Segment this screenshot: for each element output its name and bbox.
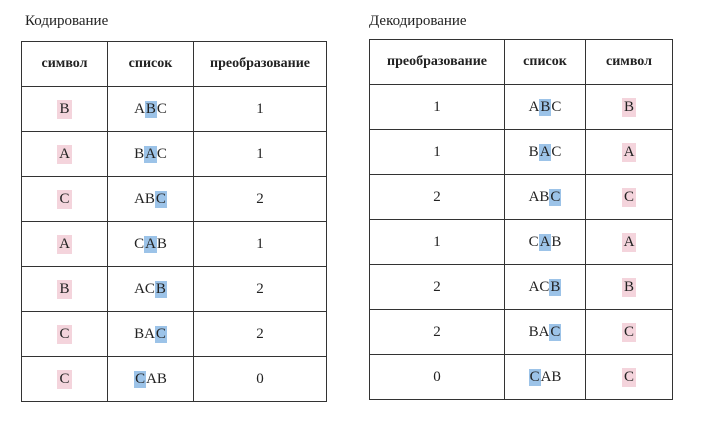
list-letter-highlighted: A bbox=[539, 233, 551, 250]
symbol-cell bbox=[586, 220, 673, 265]
list-letter-highlighted: B bbox=[550, 278, 561, 295]
symbol-value: A bbox=[623, 143, 635, 160]
list-letter: A bbox=[538, 323, 550, 340]
symbol-value: B bbox=[623, 278, 634, 295]
symbol-value: C bbox=[59, 325, 70, 342]
list-letter-highlighted: C bbox=[550, 323, 561, 340]
symbol-cell bbox=[22, 132, 108, 177]
list-cell bbox=[108, 222, 194, 267]
decoding-table bbox=[369, 39, 673, 400]
symbol-value: B bbox=[623, 98, 634, 115]
transform-cell: 2 bbox=[194, 312, 327, 357]
list-letter-highlighted: A bbox=[539, 143, 551, 160]
transform-cell: 1 bbox=[370, 85, 505, 130]
table-row bbox=[22, 132, 327, 177]
table-row bbox=[22, 267, 327, 312]
symbol-value: C bbox=[623, 323, 634, 340]
transform-cell: 0 bbox=[370, 355, 505, 400]
symbol-cell bbox=[586, 175, 673, 220]
list-cell bbox=[505, 310, 586, 355]
list-cell bbox=[505, 175, 586, 220]
list-cell bbox=[505, 85, 586, 130]
table-row bbox=[370, 130, 673, 175]
list-letter: C bbox=[156, 145, 167, 162]
list-letter: B bbox=[539, 188, 550, 205]
list-cell bbox=[108, 357, 194, 402]
list-letter-highlighted: C bbox=[155, 190, 166, 207]
list-letter: A bbox=[134, 100, 145, 117]
list-letter: B bbox=[144, 190, 155, 207]
list-letter: A bbox=[134, 190, 145, 207]
table-row bbox=[370, 85, 673, 130]
symbol-cell bbox=[22, 312, 108, 357]
encoding-header-symbol: символ bbox=[22, 42, 108, 87]
symbol-value: B bbox=[59, 280, 70, 297]
symbol-cell bbox=[22, 222, 108, 267]
list-letter: B bbox=[134, 325, 145, 342]
decoding-header-row bbox=[370, 40, 673, 85]
symbol-cell bbox=[22, 267, 108, 312]
decoding-header-list: список bbox=[505, 40, 586, 85]
transform-cell: 2 bbox=[370, 310, 505, 355]
encoding-table-body bbox=[22, 87, 327, 402]
list-letter: C bbox=[539, 278, 550, 295]
table-row bbox=[370, 310, 673, 355]
symbol-value: A bbox=[59, 235, 70, 252]
encoding-title: Кодирование bbox=[25, 13, 109, 29]
symbol-value: C bbox=[623, 188, 634, 205]
table-row bbox=[22, 222, 327, 267]
symbol-cell bbox=[22, 87, 108, 132]
encoding-header-list: список bbox=[108, 42, 194, 87]
table-row bbox=[370, 175, 673, 220]
list-letter: A bbox=[528, 278, 540, 295]
symbol-cell bbox=[22, 177, 108, 222]
list-letter: C bbox=[551, 143, 562, 160]
symbol-cell bbox=[586, 130, 673, 175]
list-cell bbox=[108, 177, 194, 222]
transform-cell: 2 bbox=[370, 175, 505, 220]
list-letter: C bbox=[144, 280, 155, 297]
table-row bbox=[370, 220, 673, 265]
decoding-title: Декодирование bbox=[369, 13, 467, 29]
symbol-value: C bbox=[59, 370, 70, 387]
encoding-header-transform: преобразование bbox=[194, 42, 327, 87]
list-letter-highlighted: B bbox=[145, 100, 156, 117]
transform-cell: 2 bbox=[370, 265, 505, 310]
list-letter: B bbox=[528, 323, 539, 340]
symbol-cell bbox=[586, 355, 673, 400]
table-row bbox=[22, 177, 327, 222]
transform-cell: 2 bbox=[194, 267, 327, 312]
decoding-header-transform: преобразование bbox=[370, 40, 505, 85]
transform-cell: 1 bbox=[194, 222, 327, 267]
symbol-value: B bbox=[59, 100, 70, 117]
table-row bbox=[22, 312, 327, 357]
list-letter: A bbox=[146, 370, 157, 387]
list-cell bbox=[108, 267, 194, 312]
symbol-value: A bbox=[59, 145, 70, 162]
list-letter: B bbox=[156, 235, 167, 252]
list-letter-highlighted: B bbox=[540, 98, 551, 115]
list-letter-highlighted: C bbox=[550, 188, 561, 205]
list-letter: A bbox=[528, 188, 540, 205]
decoding-table-body bbox=[370, 85, 673, 400]
transform-cell: 1 bbox=[370, 220, 505, 265]
table-row bbox=[370, 265, 673, 310]
symbol-cell bbox=[586, 85, 673, 130]
transform-cell: 1 bbox=[194, 87, 327, 132]
symbol-value: C bbox=[59, 190, 70, 207]
symbol-cell bbox=[22, 357, 108, 402]
list-letter-highlighted: C bbox=[155, 325, 166, 342]
list-cell bbox=[108, 87, 194, 132]
symbol-cell bbox=[586, 265, 673, 310]
list-letter-highlighted: C bbox=[529, 368, 540, 385]
list-cell bbox=[505, 130, 586, 175]
list-letter: A bbox=[528, 98, 540, 115]
list-letter: A bbox=[134, 280, 145, 297]
transform-cell: 1 bbox=[194, 132, 327, 177]
table-row bbox=[22, 87, 327, 132]
table-row bbox=[370, 355, 673, 400]
transform-cell: 2 bbox=[194, 177, 327, 222]
list-cell bbox=[108, 312, 194, 357]
list-cell bbox=[505, 265, 586, 310]
symbol-value: A bbox=[623, 233, 635, 250]
symbol-cell bbox=[586, 310, 673, 355]
list-cell bbox=[505, 355, 586, 400]
list-cell bbox=[108, 132, 194, 177]
transform-cell: 0 bbox=[194, 357, 327, 402]
list-letter-highlighted: C bbox=[135, 370, 146, 387]
list-letter: B bbox=[551, 233, 562, 250]
encoding-header-row bbox=[22, 42, 327, 87]
decoding-header-symbol: символ bbox=[586, 40, 673, 85]
list-letter: B bbox=[528, 143, 539, 160]
list-letter-highlighted: A bbox=[145, 145, 156, 162]
transform-cell: 1 bbox=[370, 130, 505, 175]
symbol-value: C bbox=[623, 368, 634, 385]
list-letter: B bbox=[156, 370, 167, 387]
list-letter: C bbox=[551, 98, 562, 115]
list-cell bbox=[505, 220, 586, 265]
list-letter: A bbox=[144, 325, 155, 342]
list-letter: B bbox=[551, 368, 562, 385]
list-letter: C bbox=[134, 235, 145, 252]
table-row bbox=[22, 357, 327, 402]
encoding-table bbox=[21, 41, 327, 402]
list-letter-highlighted: A bbox=[145, 235, 156, 252]
list-letter: C bbox=[156, 100, 167, 117]
list-letter: B bbox=[134, 145, 145, 162]
list-letter: A bbox=[540, 368, 552, 385]
list-letter-highlighted: B bbox=[155, 280, 166, 297]
list-letter: C bbox=[528, 233, 539, 250]
